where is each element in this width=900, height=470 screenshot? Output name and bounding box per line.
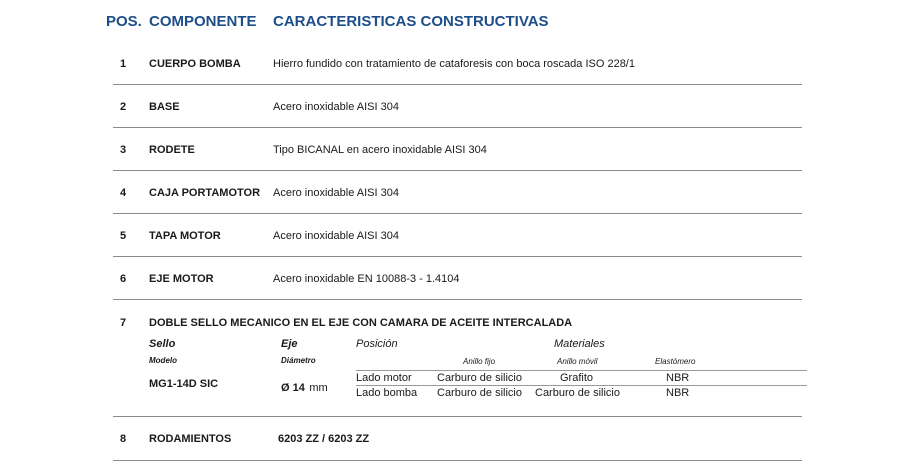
row-7-pos: 7 xyxy=(119,317,127,329)
seal-line-1-position: Lado motor xyxy=(356,372,412,384)
row-2-divider xyxy=(113,127,802,128)
seal-line-1-moving: Grafito xyxy=(560,372,594,384)
seal-line-2-fixed: Carburo de silicio xyxy=(437,387,522,399)
row-8-pos: 8 xyxy=(119,433,127,445)
row-4-component: CAJA PORTAMOTOR xyxy=(149,187,261,199)
seal-table-divider-middle xyxy=(356,385,807,386)
row-8-divider xyxy=(113,460,802,461)
seal-header-modelo: Modelo xyxy=(149,356,177,365)
row-1-pos: 1 xyxy=(119,58,127,70)
row-2-description: Acero inoxidable AISI 304 xyxy=(273,101,399,113)
row-6-pos: 6 xyxy=(119,273,127,285)
row-2-pos: 2 xyxy=(119,101,127,113)
row-1-description: Hierro fundido con tratamiento de cataforesis con boca roscada ISO 228/1 xyxy=(273,58,635,70)
seal-header-materiales: Materiales xyxy=(554,338,605,350)
row-5-divider xyxy=(113,256,802,257)
seal-line-2-position: Lado bomba xyxy=(356,387,418,399)
seal-header-posicion: Posición xyxy=(356,338,398,350)
header-component: COMPONENTE xyxy=(149,13,257,30)
row-3-description: Tipo BICANAL en acero inoxidable AISI 304 xyxy=(273,144,487,156)
seal-header-sello: Sello xyxy=(149,338,176,350)
row-3-divider xyxy=(113,170,802,171)
seal-line-1-fixed: Carburo de silicio xyxy=(437,372,522,384)
row-4-divider xyxy=(113,213,802,214)
seal-diameter-value: Ø 14 xyxy=(281,382,305,394)
seal-model: MG1-14D SIC xyxy=(149,378,219,390)
seal-header-eje: Eje xyxy=(281,338,298,350)
row-6-component: EJE MOTOR xyxy=(149,273,214,285)
seal-header-anillo-movil: Anillo móvil xyxy=(557,357,598,366)
seal-header-diametro: Diámetro xyxy=(281,356,316,365)
seal-header-anillo-fijo: Anillo fijo xyxy=(463,357,496,366)
row-2-component: BASE xyxy=(149,101,180,113)
seal-line-2-elastomer: NBR xyxy=(666,387,690,399)
seal-diameter xyxy=(281,378,328,396)
header-pos: POS. xyxy=(106,13,142,30)
row-4-description: Acero inoxidable AISI 304 xyxy=(273,187,399,199)
row-5-pos: 5 xyxy=(119,230,127,242)
row-7-divider xyxy=(113,416,802,417)
row-5-description: Acero inoxidable AISI 304 xyxy=(273,230,399,242)
seal-diameter-unit: mm xyxy=(309,382,328,394)
seal-line-1-elastomer: NBR xyxy=(666,372,690,384)
seal-table-divider-top xyxy=(356,370,807,371)
seal-header-elastomero: Elastómero xyxy=(655,357,696,366)
row-3-component: RODETE xyxy=(149,144,195,156)
row-1-divider xyxy=(113,84,802,85)
seal-line-2-moving: Carburo de silicio xyxy=(535,387,620,399)
row-6-description: Acero inoxidable EN 10088-3 - 1.4104 xyxy=(273,273,460,285)
row-8-component: RODAMIENTOS xyxy=(149,433,232,445)
row-5-component: TAPA MOTOR xyxy=(149,230,221,242)
row-6-divider xyxy=(113,299,802,300)
row-4-pos: 4 xyxy=(119,187,127,199)
header-characteristics: CARACTERISTICAS CONSTRUCTIVAS xyxy=(273,13,549,30)
row-1-component: CUERPO BOMBA xyxy=(149,58,241,70)
row-3-pos: 3 xyxy=(119,144,127,156)
row-8-value: 6203 ZZ / 6203 ZZ xyxy=(278,433,370,445)
seal-title: DOBLE SELLO MECANICO EN EL EJE CON CAMARA DE ACEITE INTERCALADA xyxy=(149,317,573,329)
